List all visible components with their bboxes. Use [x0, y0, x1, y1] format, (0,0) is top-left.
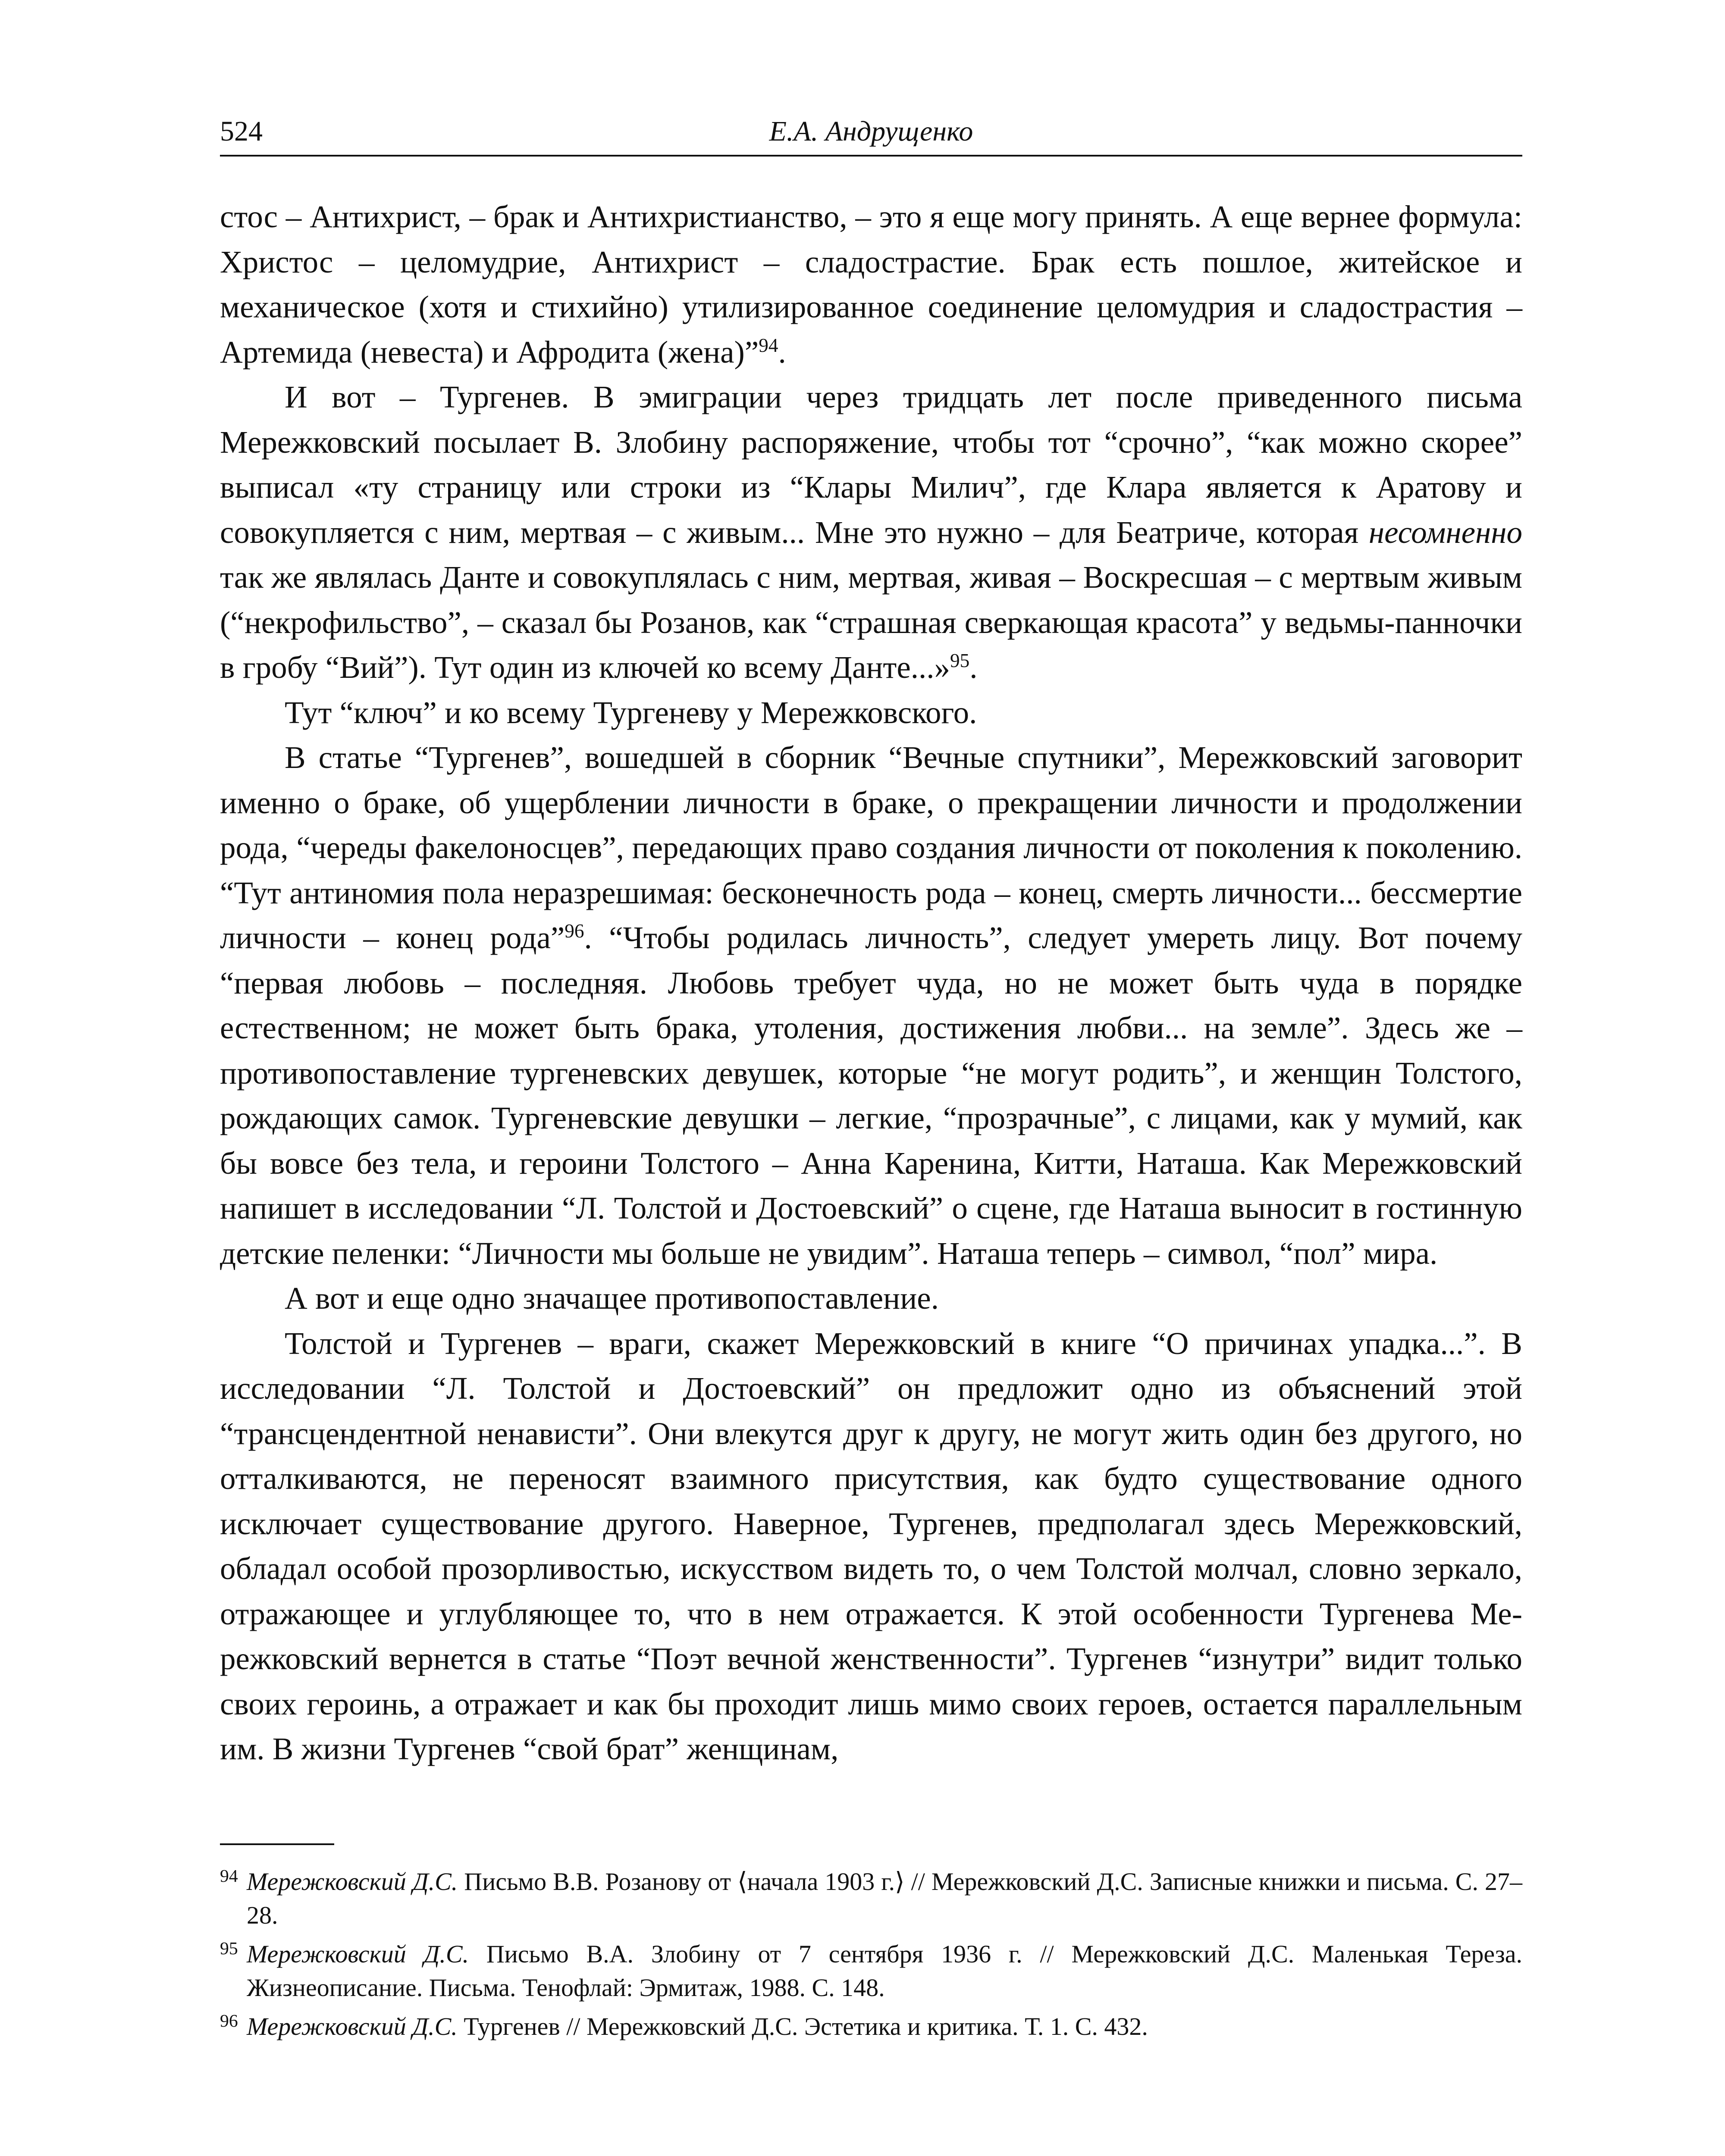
header-rule — [220, 155, 1522, 157]
footnote-ref-94[interactable]: 94 — [759, 334, 778, 356]
footnote-text: Тургенев // Мережковский Д.С. Эстетика и критика. Т. 1. С. 432. — [457, 2012, 1148, 2040]
paragraph-tail: . — [778, 334, 786, 370]
running-head-author: Е.А. Андрущенко — [769, 116, 973, 147]
footnote-author: Мережковский Д.С. — [247, 1940, 469, 1968]
footnote-text: Письмо В.А. Злобину от 7 сентября 1936 г. // Мережковский Д.С. Маленькая Тереза. Жизнеописание. Письма. Тенофлай: Эрмитаж, 1988. С. 148. — [247, 1940, 1523, 2002]
paragraph-tail: . — [969, 650, 978, 685]
paragraph-text: так же являлась Данте и совокуплялась с ним, мертвая, живая – Воскресшая – с мертвым живым (“некрофильство”, – сказал бы Розанов, как “страшная сверкающая красота” у ведьмы-панночки в гробу “Вий”). Тут один из ключей ко всему Данте...» — [220, 560, 1522, 685]
paragraph-text: И вот – Тургенев. В эмиграции через тридцать лет после приведенного письма Мережковский посылает В. Злобину распоряжение, чтобы тот “срочно”, “как можно скорее” выписал «ту страницу или строки из “Клары Милич”, где Клара является к Аратову и совокупляется с ним, мертвая – с живым... Мне это нужно – для Беатриче, которая — [220, 379, 1522, 550]
footnote-95: 95 Мережковский Д.С. Письмо В.А. Злобину от 7 сентября 1936 г. // Мережковский Д.С. Маленькая Тереза. Жизнеописание. Письма. Тенофлай: Эрмитаж, 1988. С. 148. — [220, 1939, 1523, 2002]
paragraph-1 — [220, 194, 1522, 375]
paragraph-text: Толстой и Тургенев – враги, скажет Мережковский в книге “О причинах упадка...”. В исследовании “Л. Толстой и Достоевский” он предложит одно из объяснений этой “трансцендентной ненависти”. Они влекутся друг к другу, не могут жить один без другого, но отталкиваются, не переносят взаимного присутствия, как будто существование одного исключает существование другого. Наверное, Тургенев, предполагал здесь Мережковский, обладал особой прозорливостью, искусством видеть то, о чем Толстой молчал, словно зеркало, отражающее и углубляющее то, что в нем отражается. К этой особенности Тургенева Мережковский вернется в статье “Поэт вечной женственности”. Тургенев “изнутри” видит только своих героинь, а отражает и как бы проходит лишь мимо своих героев, остается параллельным им. В жизни Тургенев “свой брат” женщинам, — [220, 1326, 1522, 1766]
emphasis-text: несомненно — [1368, 514, 1522, 550]
footnote-separator — [220, 1843, 334, 1845]
footnote-ref-96[interactable]: 96 — [565, 920, 584, 942]
paragraph-text: Тут “ключ” и ко всему Тургеневу у Мережковского. — [285, 695, 977, 730]
paragraph-text: А вот и еще одно значащее противопоставление. — [285, 1281, 939, 1316]
paragraph-text: . “Чтобы родилась личность”, следует умереть лицу. Вот почему “первая любовь – последняя. Любовь требует чуда, но не может быть чуда в порядке естественном; не может быть брака, утоления, достижения любви... на земле”. Здесь же – противопоставление тургеневских девушек, которые “не могут родить”, и женщин Толстого, рождающих самок. Тургеневские девушки – легкие, “прозрачные”, с лицами, как у мумий, как бы вовсе без тела, и героини Толстого – Анна Каренина, Китти, Наташа. Как Мережковский напишет в исследовании “Л. Толстой и Достоевский” о сцене, где Наташа выносит в гостинную детские пеленки: “Личности мы больше не увидим”. Наташа теперь – символ, “пол” мира. — [220, 920, 1522, 1271]
paragraph-5 — [220, 1276, 1522, 1321]
book-page — [220, 110, 1523, 2040]
paragraph-6 — [220, 1321, 1522, 1772]
paragraph-2 — [220, 375, 1522, 690]
running-head — [220, 110, 1522, 153]
footnote-96: 96 Мережковский Д.С. Тургенев // Мережковский Д.С. Эстетика и критика. Т. 1. С. 432. — [220, 2011, 1148, 2040]
paragraph-4 — [220, 735, 1522, 1276]
footnote-text: Письмо В.В. Розанову от ⟨начала 1903 г.⟩ // Мережковский Д.С. Записные книжки и письма. С. 27–28. — [247, 1868, 1522, 1929]
footnote-author: Мережковский Д.С. — [247, 1868, 458, 1896]
footnotes — [220, 1865, 1522, 2049]
paragraph-text: стос – Антихрист, – брак и Антихристианство, – это я еще могу принять. А еще вернее формула: Христос – целомудрие, Антихрист – сладострастие. Брак есть пошлое, житейское и механическое (хотя и стихийно) утилизированное соединение целомудрия и сладострастия – Артемида (невеста) и Афродита (жена)” — [220, 199, 1522, 370]
paragraph-text: В статье “Тургенев”, вошедшей в сборник “Вечные спутники”, Мережковский заговорит именно о браке, об ущерблении личности в браке, о прекращении личности и продолжении рода, “череды факелоносцев”, передающих право создания личности от поколения к поколению. “Тут антиномия пола неразрешимая: бесконечность рода – конец, смерть личности... бессмертие личности – конец рода” — [220, 740, 1522, 955]
paragraph-3 — [220, 690, 1522, 736]
footnote-author: Мережковский Д.С. — [247, 2012, 458, 2040]
main-text — [220, 194, 1522, 1772]
footnote-94: 94 Мережковский Д.С. Письмо В.В. Розанову от ⟨начала 1903 г.⟩ // Мережковский Д.С. Записные книжки и письма. С. 27–28. — [220, 1866, 1522, 1929]
page-number: 524 — [220, 116, 263, 147]
footnote-ref-95[interactable]: 95 — [950, 650, 970, 672]
